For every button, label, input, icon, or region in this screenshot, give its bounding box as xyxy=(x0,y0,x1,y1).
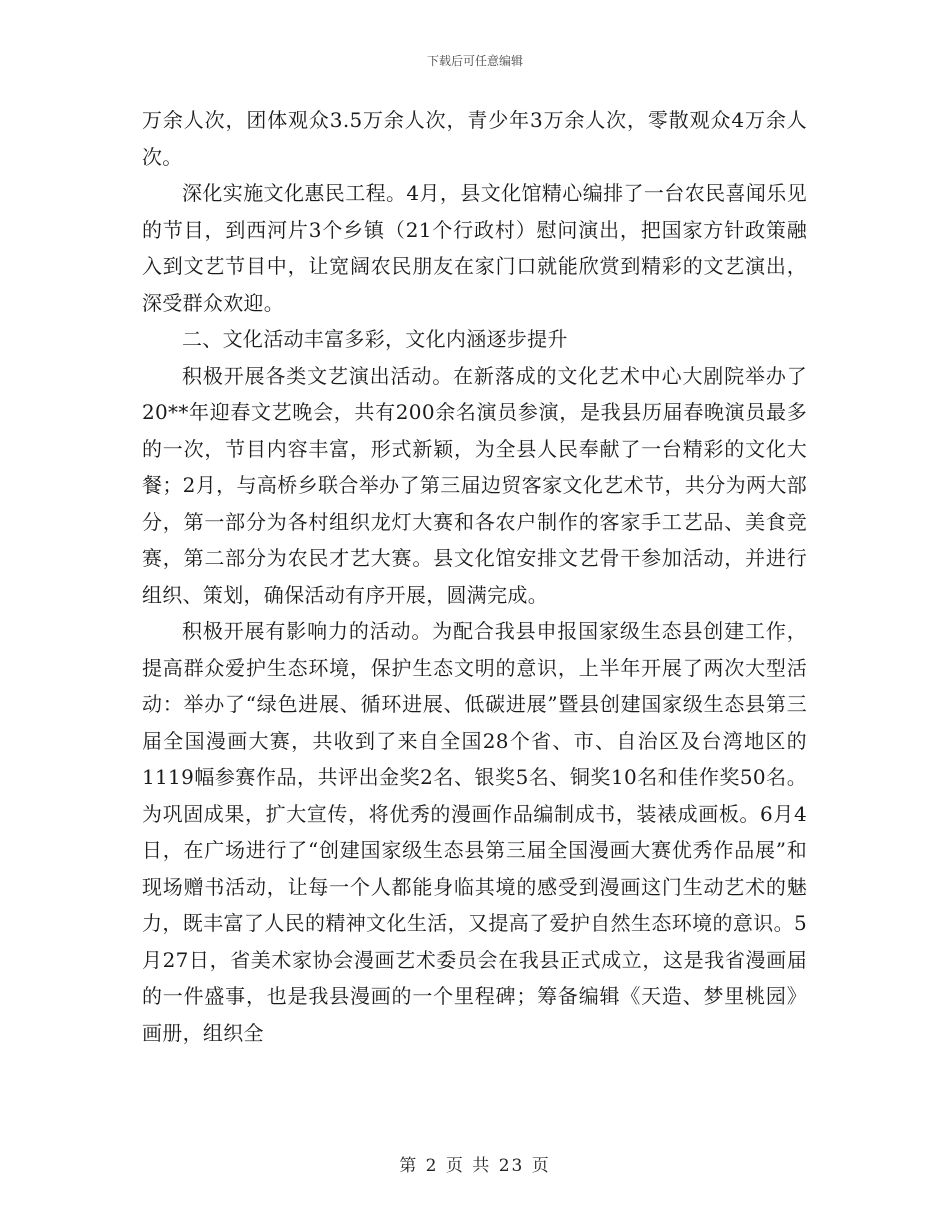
paragraph-performances: 积极开展各类文艺演出活动。在新落成的文化艺术中心大剧院举办了20**年迎春文艺晚会，共有200余名演员参演，是我县历届春晚演员最多的一次，节目内容丰富，形式新颖，为全县人民奉献了一台精彩的文化大餐；2月，与高桥乡联合举办了第三届边贸客家文化艺术节，共分为两大部分，第一部分为各村组织龙灯大赛和各农户制作的客家手工艺品、美食竞赛，第二部分为农民才艺大赛。县文化馆安排文艺骨干参加活动，并进行组织、策划，确保活动有序开展，圆满完成。 xyxy=(142,363,807,607)
paragraph-cultural-benefit: 深化实施文化惠民工程。4月，县文化馆精心编排了一台农民喜闻乐见的节目，到西河片3个乡镇（21个行政村）慰问演出，把国家方针政策融入到文艺节目中，让宽阔农民朋友在家门口就能欣赏到精彩的文艺演出，深受群众欢迎。 xyxy=(142,181,807,315)
page-header: 下载后可任意编辑 xyxy=(426,54,523,68)
page-footer: 第 2 页 共 23 页 xyxy=(399,1156,551,1176)
paragraph-influential-activities: 积极开展有影响力的活动。为配合我县申报国家级生态县创建工作，提高群众爱护生态环境，保护生态文明的意识，上半年开展了两次大型活动：举办了“绿色进展、循环进展、低碳进展”暨县创建国家级生态县第三届全国漫画大赛，共收到了来自全国28个省、市、自治区及台湾地区的1119幅参赛作品，共评出金奖2名、银奖5名、铜奖10名和佳作奖50名。为巩固成果，扩大宣传，将优秀的漫画作品编制成书，装裱成画板。6月4日，在广场进行了“创建国家级生态县第三届全国漫画大赛优秀作品展”和现场赠书活动，让每一个人都能身临其境的感受到漫画这门生动艺术的魅力，既丰富了人民的精神文化生活，又提高了爱护自然生态环境的意识。5月27日，省美术家协会漫画艺术委员会在我县正式成立，这是我省漫画届的一件盛事，也是我县漫画的一个里程碑；筹备编辑《天造、梦里桃园》画册，组织全 xyxy=(142,619,807,1045)
paragraph-continuation: 万余人次，团体观众3.5万余人次，青少年3万余人次，零散观众4万余人次。 xyxy=(142,108,807,169)
section-heading: 二、文化活动丰富多彩，文化内涵逐步提升 xyxy=(182,327,568,351)
document-body xyxy=(142,102,807,1051)
